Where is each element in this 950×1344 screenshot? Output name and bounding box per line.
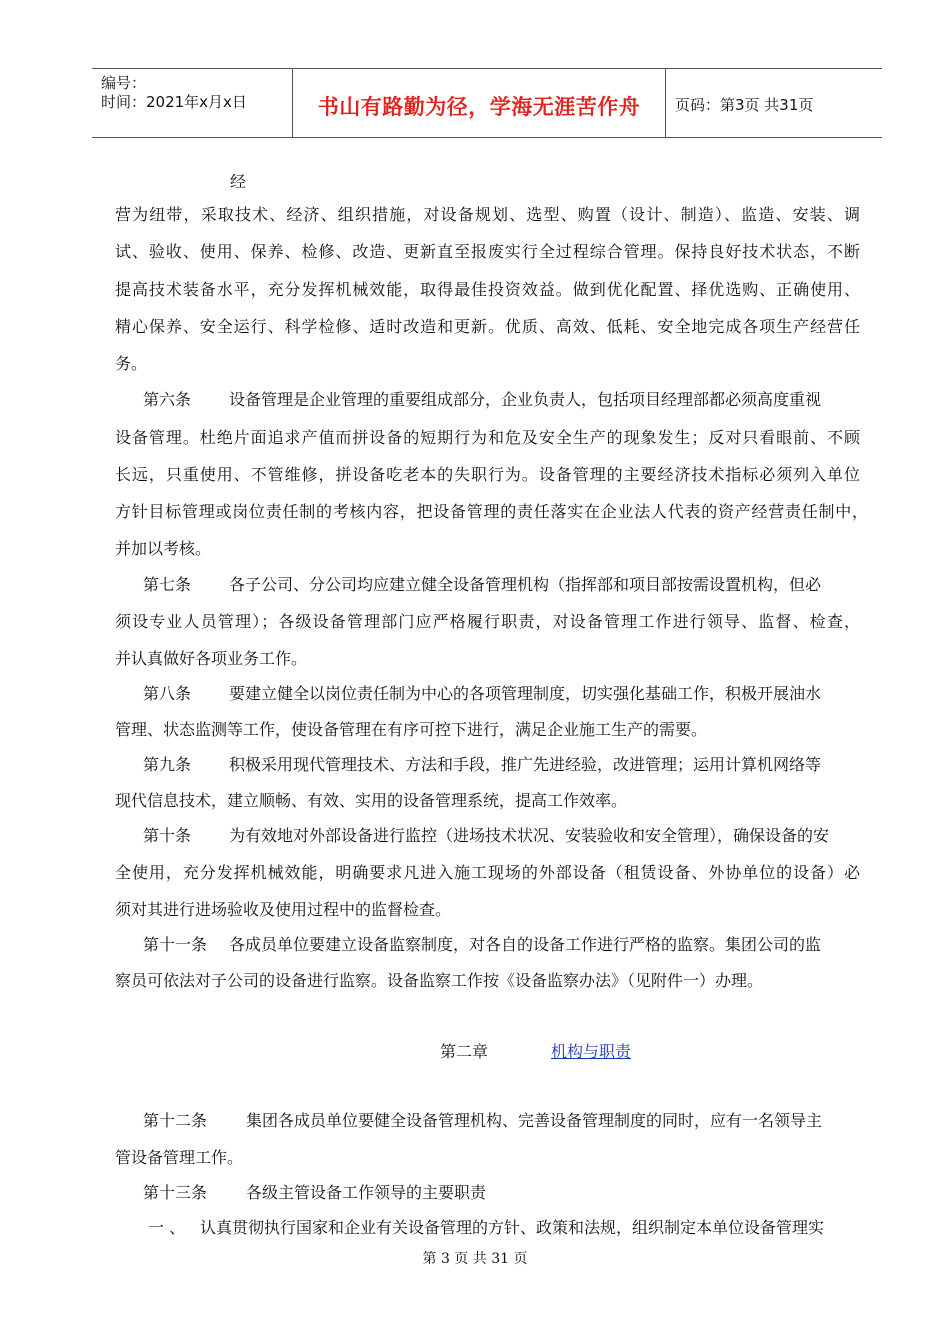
text-line: 试、验收、使用、保养、检修、改造、更新直至报废实行全过程综合管理。保持良好技术状态，不断 [115, 242, 860, 261]
article-text: 要建立健全以岗位责任制为中心的各项管理制度，切实强化基础工作，积极开展油水 [229, 684, 822, 703]
article-label: 第十一条 [143, 935, 208, 954]
text-line: 经 [230, 172, 247, 191]
page-header [92, 68, 882, 138]
header-motto-cell [292, 69, 666, 137]
chapter-title-link[interactable]: 机构与职责 [551, 1042, 632, 1061]
chapter-heading [440, 1042, 488, 1062]
article-text: 各成员单位要建立设备监察制度，对各自的设备工作进行严格的监察。集团公司的监 [229, 935, 822, 954]
article-label: 第十三条 [143, 1183, 208, 1202]
text-line: 长远，只重使用、不管维修，拼设备吃老本的失职行为。设备管理的主要经济技术指标必须列入单位 [115, 465, 860, 484]
article-text: 积极采用现代管理技术、方法和手段，推广先进经验，改进管理；运用计算机网络等 [229, 755, 822, 774]
text-line: 营为纽带，采取技术、经济、组织措施，对设备规划、选型、购置（设计、制造）、监造、安装、调 [115, 205, 860, 224]
article-12-first-line [143, 1111, 822, 1131]
article-10-first-line [143, 826, 829, 846]
text-line: 提高技术装备水平，充分发挥机械效能，取得最佳投资效益。做到优化配置、择优选购、正确使用、 [115, 280, 860, 299]
page-footer: 第 3 页 共 31 页 [422, 1251, 528, 1267]
chapter-label: 第二章 [440, 1042, 489, 1061]
article-text: 各级主管设备工作领导的主要职责 [246, 1183, 487, 1202]
doc-time-label: 时间：2021年x月x日 [101, 93, 247, 111]
header-motto: 书山有路勤为径，学海无涯苦作舟 [317, 95, 641, 119]
text-line: 全使用，充分发挥机械效能，明确要求凡进入施工现场的外部设备（租赁设备、外协单位的设备）必 [115, 863, 860, 882]
text-line: 察员可依法对子公司的设备进行监察。设备监察工作按《设备监察办法》（见附件一）办理。 [115, 971, 764, 990]
list-item-1-first-line [148, 1218, 824, 1238]
article-label: 第九条 [143, 755, 192, 774]
article-11-first-line [143, 935, 821, 955]
text-line: 务。 [115, 354, 148, 373]
doc-number-label: 编号： [101, 74, 147, 92]
text-line: 设备管理。杜绝片面追求产值而拼设备的短期行为和危及安全生产的现象发生；反对只看眼前、不顾 [115, 428, 860, 447]
text-line: 现代信息技术，建立顺畅、有效、实用的设备管理系统，提高工作效率。 [115, 791, 628, 810]
article-label: 第六条 [143, 390, 192, 409]
text-line: 管设备管理工作。 [115, 1148, 244, 1167]
article-9-first-line [143, 755, 821, 775]
article-label: 第十二条 [143, 1111, 208, 1130]
article-8-first-line [143, 684, 821, 704]
article-text: 为有效地对外部设备进行监控（进场技术状况、安装验收和安全管理），确保设备的安 [229, 826, 830, 845]
article-text: 设备管理是企业管理的重要组成部分，企业负责人，包括项目经理部都必须高度重视 [229, 390, 822, 409]
text-line: 管理、状态监测等工作，使设备管理在有序可控下进行，满足企业施工生产的需要。 [115, 720, 708, 739]
list-item-label: 一 、 [148, 1218, 186, 1237]
header-page-cell [665, 69, 882, 137]
header-page-info: 页码：第3页 共31页 [675, 96, 814, 114]
text-line: 并加以考核。 [115, 539, 212, 558]
header-meta-cell [92, 69, 292, 137]
article-label: 第七条 [143, 575, 192, 594]
list-item-text: 认真贯彻执行国家和企业有关设备管理的方针、政策和法规，组织制定本单位设备管理实 [200, 1218, 825, 1237]
article-text: 各子公司、分公司均应建立健全设备管理机构（指挥部和项目部按需设置机构，但必 [229, 575, 822, 594]
text-line: 并认真做好各项业务工作。 [115, 649, 308, 668]
text-line: 精心保养、安全运行、科学检修、适时改造和更新。优质、高效、低耗、安全地完成各项生产经营任 [115, 317, 860, 336]
text-line: 方针目标管理或岗位责任制的考核内容，把设备管理的责任落实在企业法人代表的资产经营责任制中， [115, 502, 868, 521]
text-line: 须设专业人员管理）；各级设备管理部门应严格履行职责，对设备管理工作进行领导、监督、检查， [115, 612, 860, 631]
text-line: 须对其进行进场验收及使用过程中的监督检查。 [115, 900, 452, 919]
article-7-first-line [143, 575, 821, 595]
article-6-first-line [143, 390, 821, 410]
article-13-first-line [143, 1183, 486, 1203]
article-label: 第八条 [143, 684, 192, 703]
article-text: 集团各成员单位要健全设备管理机构、完善设备管理制度的同时，应有一名领导主 [246, 1111, 823, 1130]
article-label: 第十条 [143, 826, 192, 845]
